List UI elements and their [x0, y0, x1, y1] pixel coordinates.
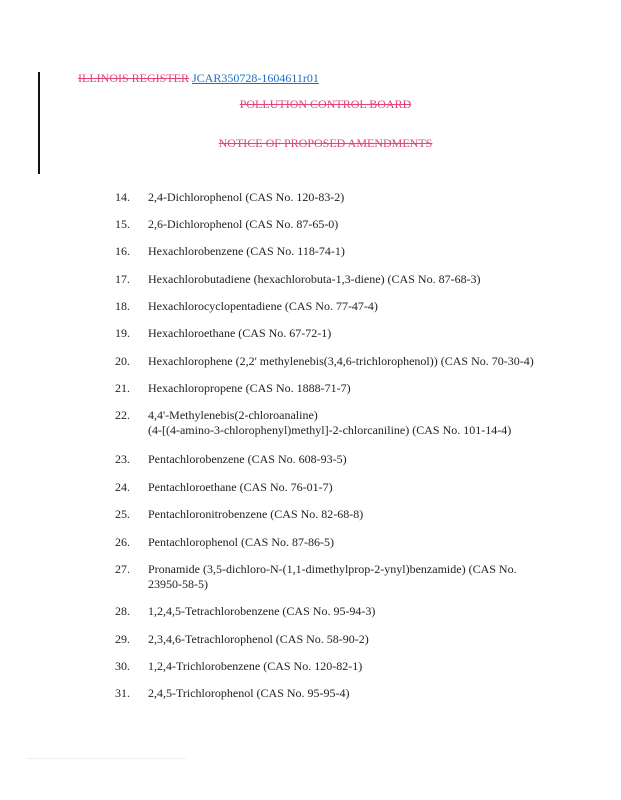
jcar-link[interactable]: JCAR350728-1604611r01	[192, 71, 319, 85]
item-number: 30.	[115, 659, 130, 673]
item-text-line1: 4,4'-Methylenebis(2-chloroanaline)	[148, 408, 318, 422]
item-text: Pentachloroethane (CAS No. 76-01-7)	[148, 480, 333, 494]
item-number: 19.	[115, 326, 130, 340]
item-number: 23.	[115, 452, 130, 466]
register-header	[78, 71, 319, 86]
item-text: 2,4-Dichlorophenol (CAS No. 120-83-2)	[148, 190, 345, 204]
revision-change-bar	[38, 72, 40, 174]
item-text: Hexachlorocyclopentadiene (CAS No. 77-47-4)	[148, 299, 378, 313]
item-text-line1: Pronamide (3,5-dichloro-N-(1,1-dimethylprop-2-ynyl)benzamide) (CAS No.	[148, 562, 517, 576]
item-text: Pentachlorophenol (CAS No. 87-86-5)	[148, 535, 334, 549]
register-title: ILLINOIS REGISTER	[78, 71, 189, 85]
item-text: 1,2,4-Trichlorobenzene (CAS No. 120-82-1)	[148, 659, 363, 673]
item-number: 21.	[115, 381, 130, 395]
item-text: 2,3,4,6-Tetrachlorophenol (CAS No. 58-90-2)	[148, 632, 369, 646]
item-text: Pentachloronitrobenzene (CAS No. 82-68-8)	[148, 507, 364, 521]
item-text: 2,4,5-Trichlorophenol (CAS No. 95-95-4)	[148, 686, 350, 700]
item-text: Pentachlorobenzene (CAS No. 608-93-5)	[148, 452, 347, 466]
item-text: Hexachloroethane (CAS No. 67-72-1)	[148, 326, 332, 340]
item-number: 14.	[115, 190, 130, 204]
item-text: Hexachloropropene (CAS No. 1888-71-7)	[148, 381, 351, 395]
item-number: 16.	[115, 244, 130, 258]
item-number: 29.	[115, 632, 130, 646]
item-text-line2: (4-[(4-amino-3-chlorophenyl)methyl]-2-chlorcaniline) (CAS No. 101-14-4)	[148, 423, 512, 437]
item-number: 22.	[115, 408, 130, 422]
item-text-line2: 23950-58-5)	[148, 577, 208, 591]
item-text: 1,2,4,5-Tetrachlorobenzene (CAS No. 95-94-3)	[148, 604, 376, 618]
notice-title: NOTICE OF PROPOSED AMENDMENTS	[218, 136, 433, 150]
item-number: 28.	[115, 604, 130, 618]
item-number: 17.	[115, 272, 130, 286]
item-text: 2,6-Dichlorophenol (CAS No. 87-65-0)	[148, 217, 339, 231]
item-text: Hexachlorophene (2,2' methylenebis(3,4,6-trichlorophenol)) (CAS No. 70-30-4)	[148, 354, 534, 368]
board-title: POLLUTION CONTROL BOARD	[239, 97, 412, 111]
item-number: 18.	[115, 299, 130, 313]
item-number: 24.	[115, 480, 130, 494]
item-number: 15.	[115, 217, 130, 231]
footer-divider	[26, 758, 186, 759]
item-number: 25.	[115, 507, 130, 521]
item-text: Hexachlorobenzene (CAS No. 118-74-1)	[148, 244, 345, 258]
item-text: Hexachlorobutadiene (hexachlorobuta-1,3-diene) (CAS No. 87-68-3)	[148, 272, 481, 286]
item-number: 26.	[115, 535, 130, 549]
item-number: 27.	[115, 562, 130, 576]
item-number: 31.	[115, 686, 130, 700]
item-number: 20.	[115, 354, 130, 368]
